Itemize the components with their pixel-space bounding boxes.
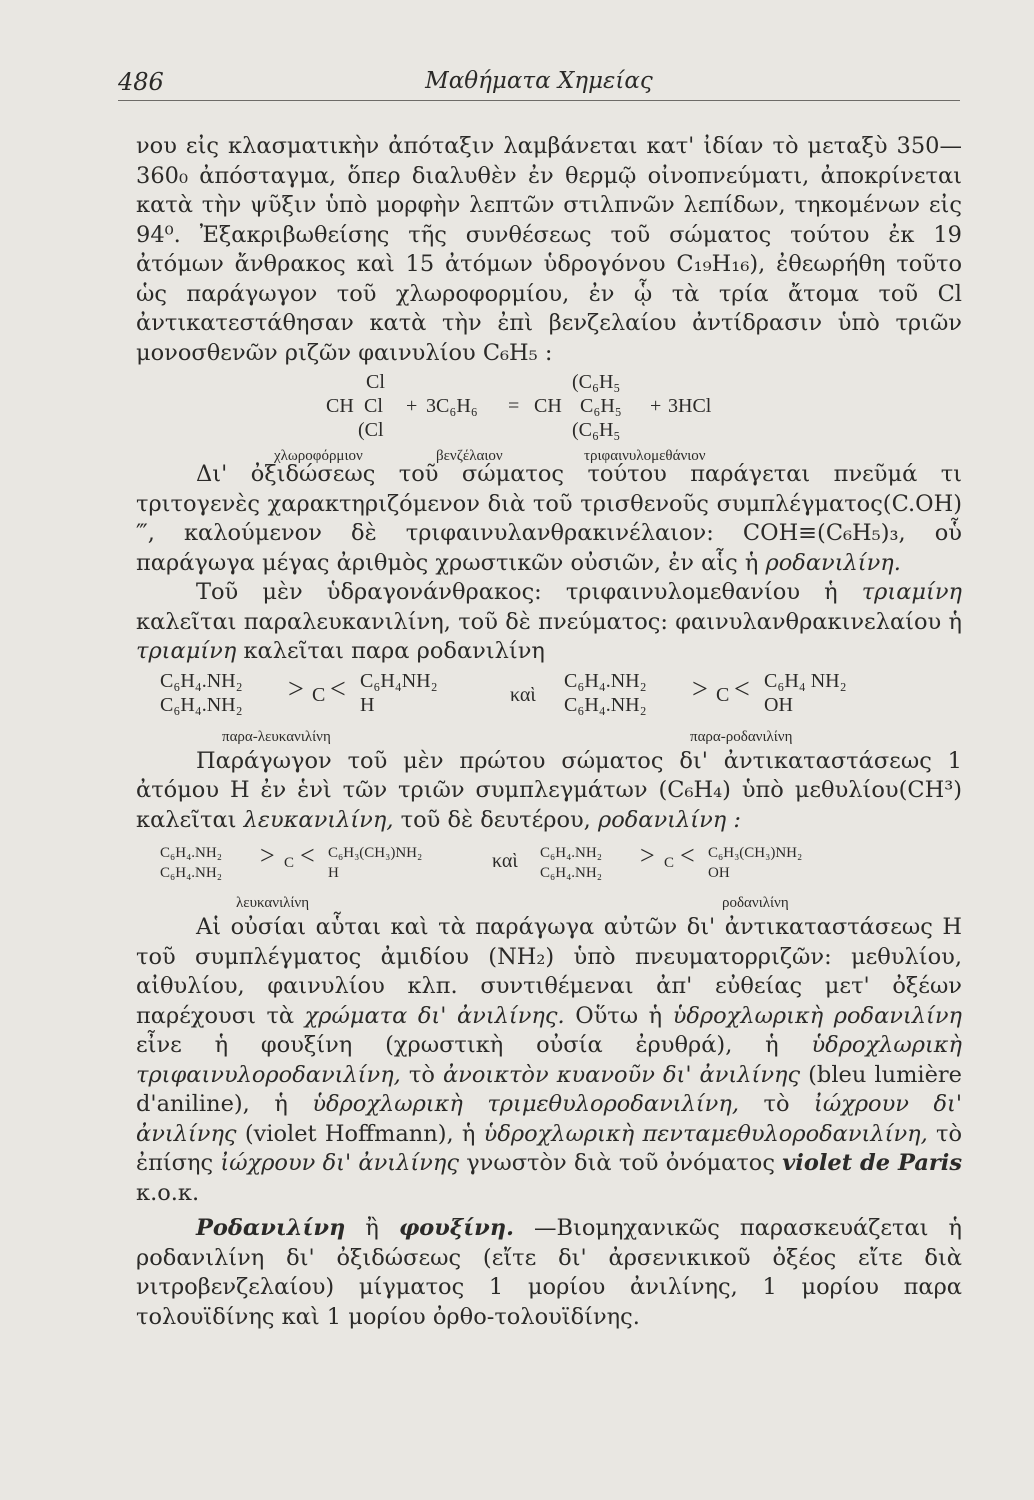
formula-text: (C₆H₅ bbox=[572, 371, 621, 393]
paragraph-text: Αἱ οὐσίαι αὗται καὶ τὰ παράγωγα αὐτῶν δι' ἀντικαταστάσεως H τοῦ συμπλέγματος ἀμιδίου (NH₂) ὑπὸ πνευματορριζῶν: μεθυλίου, αἰθυλίου, φαινυλίου κλπ. συντιθέμεναι ἀπ' εὐθείας μετ' ὀξέων παρέχουσι τὰ bbox=[136, 914, 962, 1029]
formula-text: < bbox=[330, 673, 346, 705]
paragraph-text: Τοῦ μὲν ὑδραγονάνθρακος: τριφαινυλομεθανίου ἡ bbox=[196, 579, 838, 605]
formula-text: + bbox=[650, 395, 662, 417]
paragraph-text: ἢ bbox=[365, 1215, 379, 1241]
paragraph-2 bbox=[136, 460, 962, 578]
emphasis-text: ροδανιλίνη : bbox=[597, 806, 741, 833]
paragraph-5 bbox=[136, 913, 962, 1208]
formula-text: CH bbox=[534, 395, 562, 417]
formula-text: Cl bbox=[364, 395, 383, 417]
formula-text: > bbox=[692, 673, 708, 705]
paragraph-text: καλεῖται παραλευκανιλίνη, τοῦ δὲ πνεύματος: φαινυλανθρακινελαίου ἡ bbox=[136, 608, 962, 635]
emphasis-text: ὑδροχλωρικὴ ροδανιλίνη bbox=[672, 1002, 963, 1029]
formula-text: C₆H₄.NH₂ bbox=[160, 693, 243, 716]
section-heading-text: Ροδανιλίνη bbox=[196, 1215, 346, 1241]
formula-text: + bbox=[406, 395, 418, 417]
emphasis-text: τριαμίνη bbox=[861, 579, 962, 605]
emphasis-text: ὑδροχλωρικὴ τριμεθυλοροδανιλίνη, bbox=[312, 1091, 739, 1117]
emphasis-text: ροδανιλίνη. bbox=[765, 549, 901, 576]
formula-text: C bbox=[716, 683, 730, 706]
formula-text: C₆H₄.NH₂ bbox=[160, 845, 222, 861]
formula-text: C₆H₄.NH₂ bbox=[564, 693, 647, 716]
formula-text: 3HCl bbox=[668, 395, 712, 417]
paragraph-text: Δι' ὀξιδώσεως τοῦ σώματος τούτου παράγεται πνεῦμά τι τριτογενὲς χαρακτηριζόμενον διὰ τοῦ τρισθενοῦς συμπλέγματος(C.OH)‴, καλούμενον δὲ τριφαινυλανθρακινέλαιον: COH≡(C₆H₅)₃, οὗ παράγωγα μέγας ἀριθμὸς χρωστικῶν οὐσιῶν, ἐν αἷς ἡ bbox=[136, 461, 962, 576]
formula-text: 3C₆H₆ bbox=[426, 395, 478, 417]
paragraph-text: Παράγωγον τοῦ μὲν πρώτου σώματος δι' ἀντικαταστάσεως 1 ἀτόμου H ἐν ἑνὶ τῶν τριῶν συμπλεγμάτων (C₆H₄) ὑπὸ μεθυλίου(CH³) καλεῖται bbox=[136, 747, 962, 833]
paragraph-text: εἶνε ἡ φουξίνη (χρωστικὴ οὐσία ἐρυθρά), ἡ bbox=[136, 1032, 779, 1058]
formula-text: C bbox=[312, 683, 326, 706]
emphasis-text: ὑδροχλωρικὴ τριφαινυλοροδανιλίνη, bbox=[136, 1032, 963, 1088]
formula-text: (C₆H₅ bbox=[572, 419, 621, 441]
header-rule bbox=[118, 100, 960, 101]
formula-text: C₆H₄.NH₂ bbox=[160, 865, 222, 881]
formula-text: Cl bbox=[366, 371, 385, 393]
paragraph-1: νου εἰς κλασματικὴν ἀπόταξιν λαμβάνεται κατ' ἰδίαν τὸ μεταξὺ 350—360₀ ἀπόσταγμα, ὅπερ διαλυθὲν ἐν θερμῷ οἰνοπνεύματι, ἀποκρίνεται κατὰ τὴν ψῦξιν ὑπὸ μορφὴν λεπτῶν στιλπνῶν λεπίδων, τηκομένων εἰς 94⁰. Ἐξακριβωθείσης τῆς συνθέσεως τοῦ σώματος τούτου ἐκ 19 ἀτόμων ἄνθρακος καὶ 15 ἀτόμων ὑδρογόνου C₁₉H₁₆), ἐθεωρήθη τοῦτο ὡς παράγωγον τοῦ χλωροφορμίου, ἐν ᾧ τὰ τρία ἄτομα τοῦ Cl ἀντικατεστάθησαν κατὰ τὴν ἐπὶ βενζελαίου ἀντίδρασιν ὑπὸ τριῶν μονοσθενῶν ριζῶν φαινυλίου C₆H₅ : bbox=[136, 133, 962, 366]
formula-label: τριφαινυλομεθάνιον bbox=[584, 448, 706, 464]
formula-text: C₆H₃(CH₃)NH₂ bbox=[328, 845, 423, 861]
paragraph-text: —Βιομηχανικῶς παρασκευάζεται ἡ ροδανιλίνη δι' ὀξιδώσεως (εἴτε δι' ἀρσενικικοῦ ὀξέος εἴτε διὰ νιτροβενζελαίου) μίγματος 1 μορίου ἀνιλίνης, 1 μορίου παρα τολουϊδίνης καὶ 1 μορίου ὀρθο-τολουϊδίνης. bbox=[136, 1215, 963, 1330]
formula-chloroform-reaction bbox=[136, 368, 962, 464]
emphasis-text: ἰώχρουν δι' ἀνιλίνης bbox=[220, 1150, 459, 1176]
section-heading-text: φουξίνη. bbox=[398, 1215, 514, 1241]
formula-label: λευκανιλίνη bbox=[236, 895, 310, 911]
formula-text: < bbox=[680, 841, 695, 870]
formula-text: < bbox=[300, 841, 315, 870]
paragraph-text: τὸ ἐπίσης bbox=[136, 1120, 963, 1176]
formula-text: C₆H₄.NH₂ bbox=[540, 865, 602, 881]
formula-text: (Cl bbox=[358, 419, 384, 441]
formula-text: H bbox=[328, 865, 339, 881]
running-title: Μαθήματα Χημείας bbox=[425, 68, 653, 94]
paragraph-text: τοῦ δὲ δευτέρου, bbox=[400, 806, 591, 833]
formula-text: C₆H₄.NH₂ bbox=[160, 669, 243, 692]
emphasis-text: ἀνοικτὸν κυανοῦν δι' ἀνιλίνης bbox=[442, 1061, 801, 1088]
formula-label: ροδανιλίνη bbox=[722, 895, 789, 911]
formula-label: παρα-λευκανιλίνη bbox=[222, 728, 331, 745]
formula-text: C bbox=[284, 855, 295, 871]
formula-text: = bbox=[508, 395, 520, 417]
emphasis-text: τριαμίνη bbox=[136, 638, 237, 664]
formula-text: OH bbox=[764, 693, 793, 716]
page-number: 486 bbox=[118, 68, 164, 96]
paragraph-6 bbox=[136, 1214, 962, 1332]
formula-text: C₆H₄.NH₂ bbox=[540, 845, 602, 861]
paragraph-text: Οὕτω ἡ bbox=[575, 1002, 663, 1029]
formula-label: βενζέλαιον bbox=[436, 448, 503, 464]
formula-text: καὶ bbox=[492, 850, 518, 872]
emphasis-text: λευκανιλίνη, bbox=[243, 806, 394, 833]
emphasis-text: ἰώχρουν δι' ἀνιλίνης bbox=[136, 1091, 963, 1147]
formula-text: > bbox=[288, 673, 304, 705]
paragraph-text: (bleu lumière d'aniline), ἡ bbox=[136, 1061, 962, 1117]
paragraph-4 bbox=[136, 747, 962, 836]
formula-text: H bbox=[360, 693, 375, 716]
paragraph-text: τὸ bbox=[408, 1061, 435, 1088]
formula-para-compounds bbox=[136, 667, 962, 747]
page-body bbox=[136, 132, 962, 1332]
paragraph-text: καλεῖται παρα ροδανιλίνη bbox=[243, 638, 545, 664]
formula-text: OH bbox=[708, 865, 730, 881]
formula-text: καὶ bbox=[510, 683, 536, 706]
formula-text: < bbox=[734, 673, 750, 705]
paragraph-text: (violet Hoffmann), ἡ bbox=[244, 1120, 476, 1147]
paragraph-text: γνωστὸν διὰ τοῦ ὀνόματος bbox=[466, 1150, 775, 1176]
page-header bbox=[118, 62, 960, 102]
formula-text: C₆H₄NH₂ bbox=[360, 669, 438, 692]
formula-methyl-compounds bbox=[136, 835, 962, 913]
formula-label: παρα-ροδανιλίνη bbox=[690, 728, 793, 745]
formula-text: C₆H₃(CH₃)NH₂ bbox=[708, 845, 803, 861]
emphasis-text: ὑδροχλωρικὴ πενταμεθυλοροδανιλίνη, bbox=[483, 1120, 928, 1147]
formula-text: > bbox=[260, 841, 275, 870]
formula-text: CH bbox=[326, 395, 354, 417]
paragraph-text: τὸ bbox=[763, 1091, 790, 1117]
paragraph-text: κ.ο.κ. bbox=[136, 1179, 200, 1206]
formula-text: C₆H₄ NH₂ bbox=[764, 669, 847, 692]
formula-text: C₆H₄.NH₂ bbox=[564, 669, 647, 692]
bold-emphasis-text: violet de Paris bbox=[782, 1150, 962, 1176]
formula-text: C bbox=[664, 855, 675, 871]
formula-label: χλωροφόρμιον bbox=[274, 448, 363, 464]
emphasis-text: χρώματα δι' ἀνιλίνης. bbox=[304, 1002, 565, 1029]
paragraph-3 bbox=[136, 578, 962, 667]
formula-text: > bbox=[640, 841, 655, 870]
formula-text: C₆H₅ bbox=[580, 395, 622, 417]
